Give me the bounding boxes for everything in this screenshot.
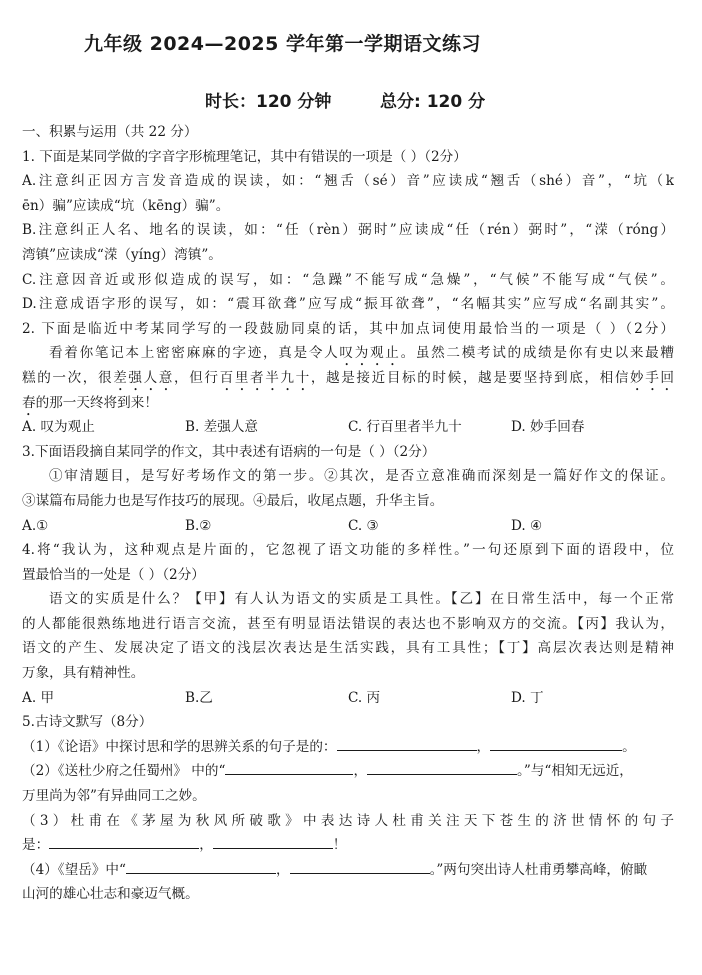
q2-stem: 2. 下面是临近中考某同学写的一段鼓励同桌的话，其中加点词使用最恰当的一项是（ ）（2分） — [22, 320, 674, 337]
q4-option-a: A. 甲 — [22, 689, 55, 706]
q1-option-a-line1: A.注意纠正因方言发音造成的误读，如：“翘舌（sé）音”应读成“翘舌（shé）音”，“坑（k — [22, 173, 674, 190]
q2-passage-line2 — [22, 366, 674, 391]
q2-text: 。虽然二模考试的成绩是你有史以来最糟 — [400, 345, 674, 362]
q2-passage-line3 — [22, 391, 674, 416]
q4-passage-line4: 万象，具有精神性。 — [22, 665, 145, 682]
q4-option-b: B.乙 — [185, 689, 213, 706]
q3-stem: 3.下面语段摘自某同学的作文，其中表述有语病的一句是（ ）（2分） — [22, 443, 436, 460]
q4-stem-line1: 4.将“我认为，这种观点是片面的，它忽视了语文功能的多样性。”一句还原到下面的语段中，位 — [22, 542, 674, 559]
q2-text: 的那一天终将到来！ — [35, 394, 158, 411]
q2-text: ，越是接近目标的时候，越是要坚持到底，相信 — [310, 369, 631, 386]
q3-passage-line1: ①审清题目，是写好考场作文的第一步。②其次，是否立意准确而深刻是一篇好作文的保证。 — [49, 468, 674, 485]
q4-passage-line3: 语文的产生、发展决定了语文的浅层次表达是生活实践，具有工具性；【丁】高层次表达则是精神 — [22, 640, 674, 657]
answer-blank[interactable] — [367, 759, 517, 775]
q5-text: ， — [199, 837, 213, 854]
answer-blank[interactable] — [290, 858, 430, 874]
q2-option-c: C. 行百里者半九十 — [348, 419, 462, 436]
q5-item2-line2: 万里尚为邻”有异曲同工之妙。 — [22, 788, 206, 805]
q5-item4-line2: 山河的雄心壮志和豪迈气概。 — [22, 886, 199, 903]
q2-dotted-word: 春 — [22, 394, 36, 411]
q5-text: 。”与“相知无远近， — [517, 763, 633, 780]
q5-item3-line1: （3）杜甫在《茅屋为秋风所破歌》中表达诗人杜甫关注天下苍生的济世情怀的句子 — [22, 812, 674, 829]
q2-dotted-word: 差强人意 — [113, 369, 175, 386]
q2-passage-line1 — [22, 341, 674, 366]
q5-text: ， — [353, 763, 368, 780]
q1-option-a-line2: ēn）骗”应读成“坑（kēng）骗”。 — [22, 197, 230, 214]
exam-total-score: 总分: 120 分 — [380, 92, 486, 112]
q5-item3-line2 — [22, 833, 674, 858]
q2-option-d: D. 妙手回春 — [511, 419, 585, 436]
exam-duration: 时长：120 分钟 — [205, 92, 332, 112]
q5-stem: 5.古诗文默写（8分） — [22, 714, 153, 731]
q5-text: （4）《望岳》中“ — [22, 861, 126, 878]
q4-option-d: D. 丁 — [511, 689, 544, 706]
q2-option-b: B. 差强人意 — [185, 419, 259, 436]
exam-body — [22, 120, 674, 907]
q1-option-d: D.注意成语字形的误写，如：“震耳欲聋”应写成“振耳欲聋”，“名幅其实”应写成“名副其实”。 — [22, 296, 674, 313]
answer-blank[interactable] — [126, 858, 276, 874]
page-title: 九年级 2024—2025 学年第一学期语文练习 — [84, 33, 481, 55]
q2-dotted-word: 百里者半九十 — [219, 369, 311, 386]
q5-text: ！ — [332, 837, 347, 854]
answer-blank[interactable] — [490, 735, 622, 751]
q4-options — [22, 686, 674, 711]
q2-dotted-word: 叹为观止 — [339, 345, 401, 362]
q5-text: 。 — [622, 738, 636, 755]
q2-dotted-word: 妙手回 — [630, 369, 674, 386]
q3-options — [22, 514, 674, 539]
q5-text: 是： — [22, 837, 50, 854]
answer-blank[interactable] — [49, 833, 199, 849]
q1-option-b-line1: B.注意纠正人名、地名的误读，如：“任（rèn）弼时”应读成“任（rén）弼时”，“溁（róng） — [22, 222, 674, 239]
q4-option-c: C. 丙 — [348, 689, 381, 706]
q3-option-b: B.② — [185, 517, 212, 534]
q1-option-c: C.注意因音近或形似造成的误写，如：“急躁”不能写成“急燥”，“气候”不能写成“气侯”。 — [22, 271, 674, 288]
q3-option-a: A.① — [22, 517, 49, 534]
q3-passage-line2: ③谋篇布局能力也是写作技巧的展现。④最后，收尾点题，升华主旨。 — [22, 492, 444, 509]
answer-blank[interactable] — [225, 759, 353, 775]
q3-option-d: D. ④ — [511, 517, 543, 534]
answer-blank[interactable] — [213, 833, 333, 849]
section-heading: 一、积累与运用（共 22 分） — [22, 124, 198, 140]
q5-item2 — [22, 759, 674, 784]
q2-text: ，但行 — [174, 369, 220, 386]
answer-blank[interactable] — [337, 735, 477, 751]
q5-text: ， — [476, 738, 491, 755]
q5-text: （2）《送杜少府之任蜀州》 中的“ — [22, 763, 226, 780]
q5-item4 — [22, 858, 674, 883]
q2-option-a: A. 叹为观止 — [22, 419, 95, 436]
q3-option-c: C. ③ — [348, 517, 379, 534]
q2-text: 看着你笔记本上密密麻麻的字迹，真是令人 — [49, 345, 340, 362]
q2-text: 糕的一次，很 — [22, 369, 114, 386]
q4-passage-line2: 的人都能很熟练地进行语言交流，甚至有明显语法错误的表达也不影响双方的交流。【丙】我认为， — [22, 615, 674, 632]
q5-item1 — [22, 735, 674, 760]
q1-stem: 1. 下面是某同学做的字音字形梳理笔记，其中有错误的一项是（ ）（2分） — [22, 148, 467, 165]
q1-option-b-line2: 湾镇”应读成“溁（yíng）湾镇”。 — [22, 246, 222, 263]
q5-text: 。”两句突出诗人杜甫勇攀高峰，俯瞰 — [429, 861, 648, 878]
q4-stem-line2: 置最恰当的一处是（ ）（2分） — [22, 566, 205, 583]
q4-passage-line1: 语文的实质是什么？【甲】有人认为语文的实质是工具性。【乙】在日常生活中，每一个正常 — [49, 591, 674, 608]
q2-options — [22, 415, 674, 440]
q5-text: ， — [275, 861, 290, 878]
q5-text: （1）《论语》中探讨思和学的思辨关系的句子是的： — [22, 738, 337, 755]
